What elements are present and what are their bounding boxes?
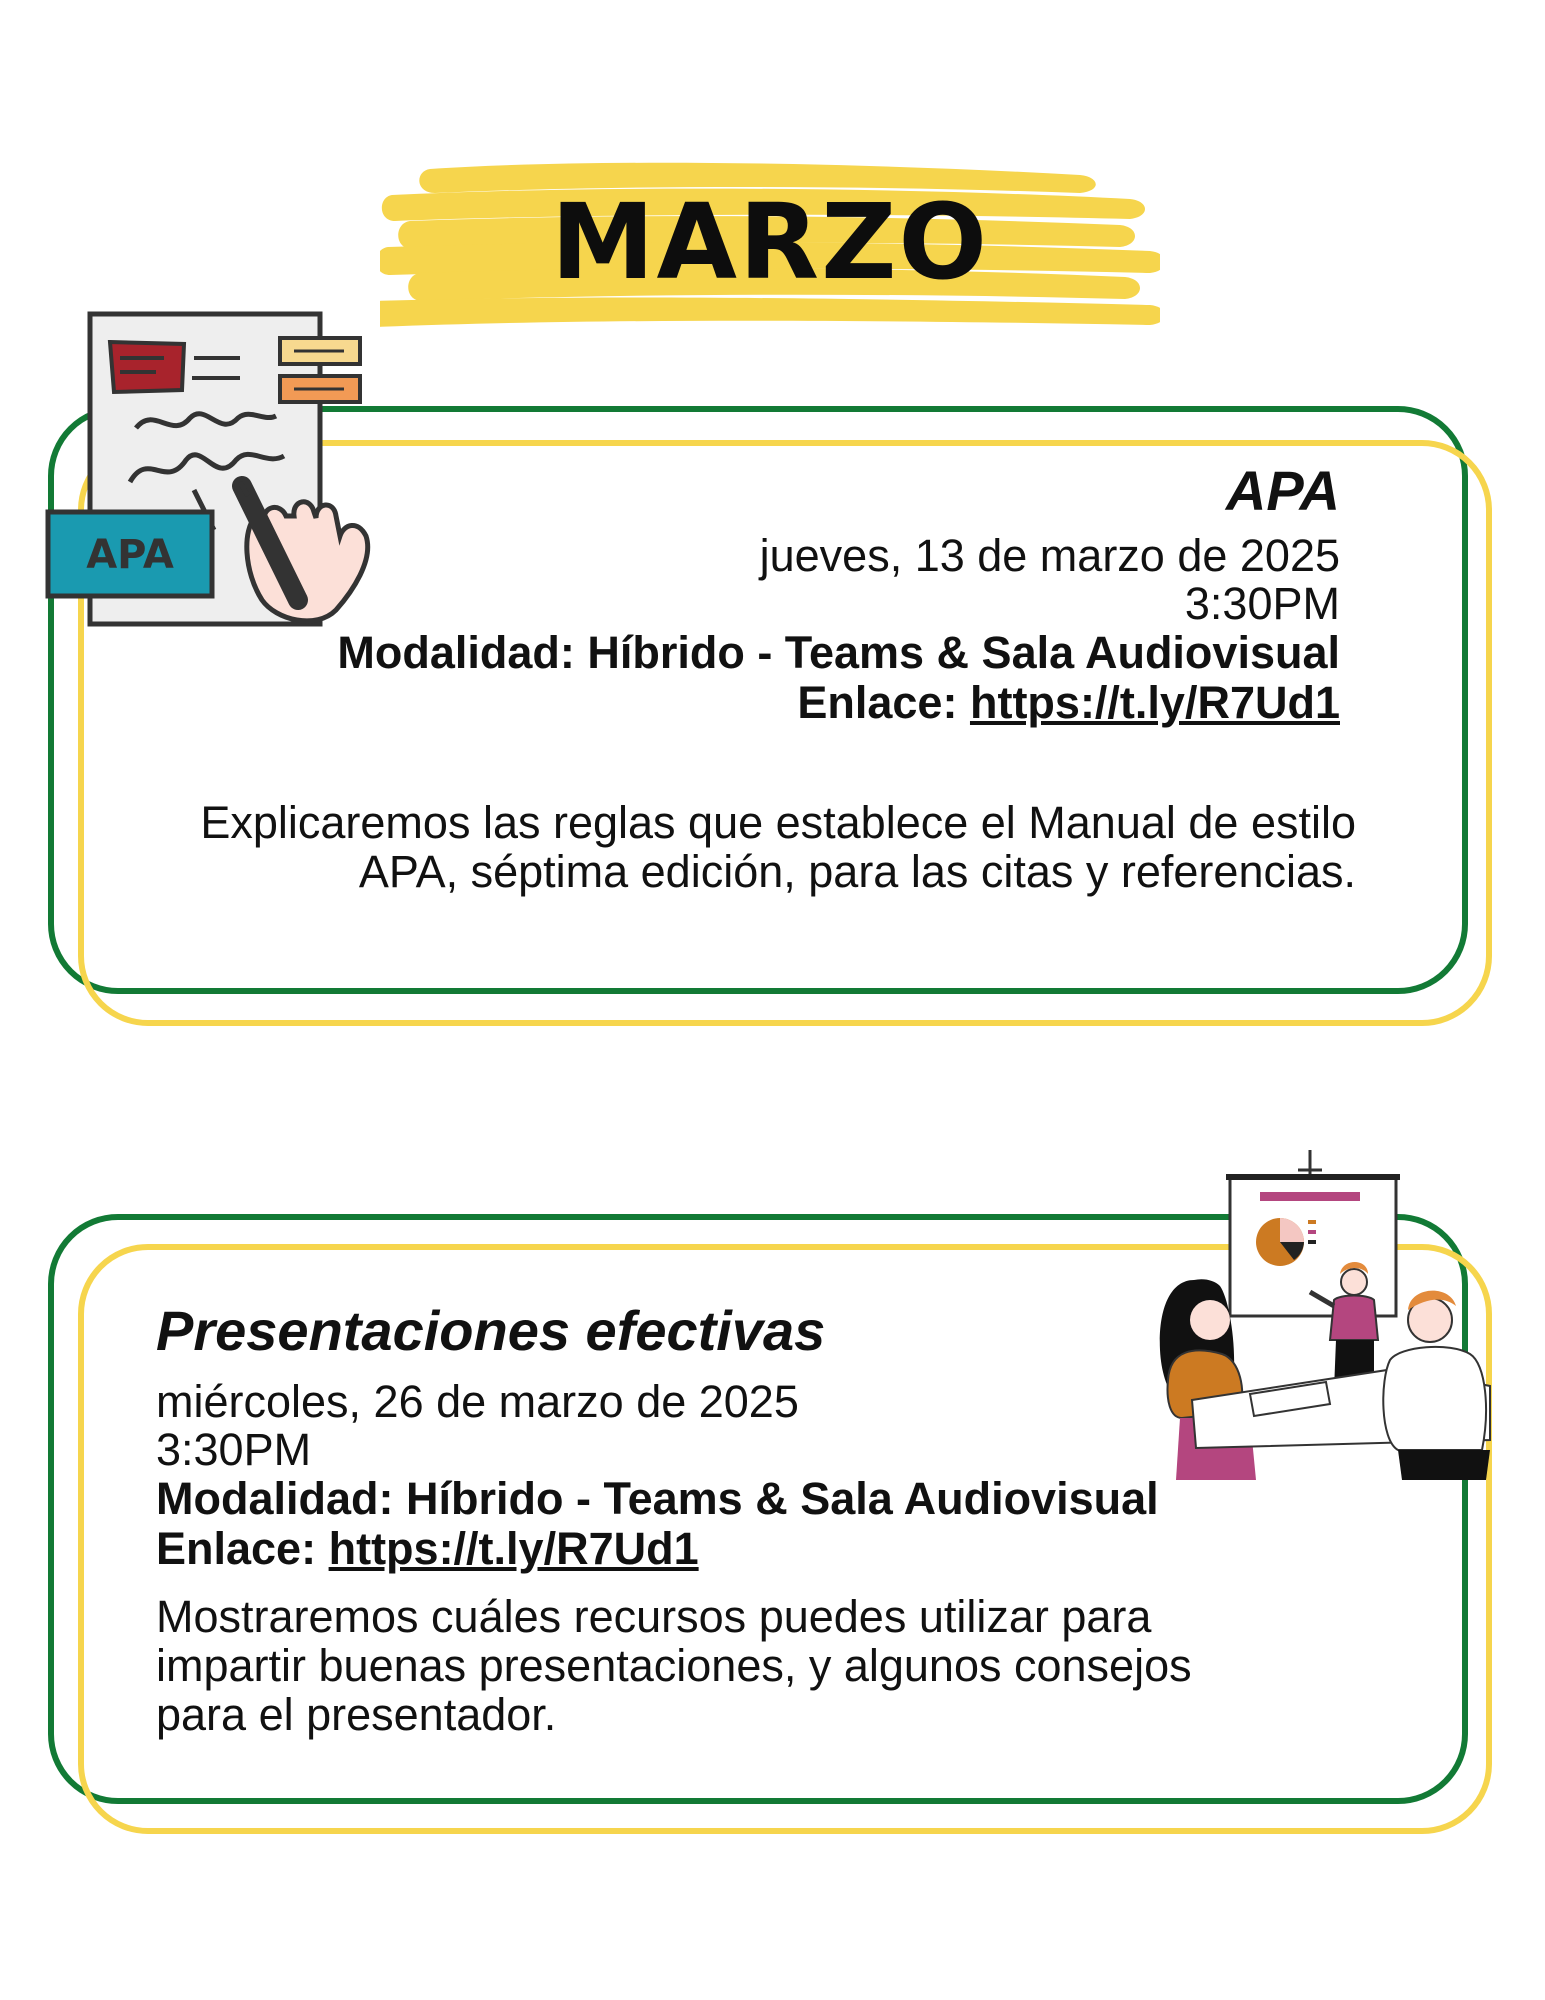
link-label: Enlace: [156, 1523, 317, 1574]
link-label: Enlace: [797, 677, 958, 728]
event-description: Mostraremos cuáles recursos puedes utilizar para impartir buenas presentaciones, y algunos consejos para el presentador. [156, 1591, 1192, 1740]
event-modalidad: Modalidad: Híbrido - Teams & Sala Audiovisual [337, 627, 1340, 678]
event-date: jueves, 13 de marzo de 2025 [759, 530, 1340, 581]
event-link[interactable]: https://t.ly/R7Ud1 [328, 1523, 699, 1574]
month-header [380, 155, 1160, 345]
event-link-row [156, 1524, 1306, 1574]
event-description-apa [140, 780, 1356, 896]
event-time: 3:30PM [1184, 578, 1340, 629]
illustration-tag: APA [86, 532, 174, 578]
event-link[interactable]: https://t.ly/R7Ud1 [969, 677, 1340, 728]
event-time: 3:30PM [156, 1424, 312, 1475]
event-description: Explicaremos las reglas que establece el Manual de estilo APA, séptima edición, para las citas y referencias. [200, 797, 1356, 897]
event-link-row [140, 678, 1340, 728]
event-title: APA [1225, 459, 1340, 522]
event-card-apa [140, 458, 1340, 728]
page-title: MARZO [551, 181, 989, 303]
event-card-presentaciones [156, 1298, 1306, 1739]
event-date: miércoles, 26 de marzo de 2025 [156, 1376, 799, 1427]
event-title: Presentaciones efectivas [156, 1299, 826, 1362]
event-modalidad: Modalidad: Híbrido - Teams & Sala Audiovisual [156, 1473, 1159, 1524]
